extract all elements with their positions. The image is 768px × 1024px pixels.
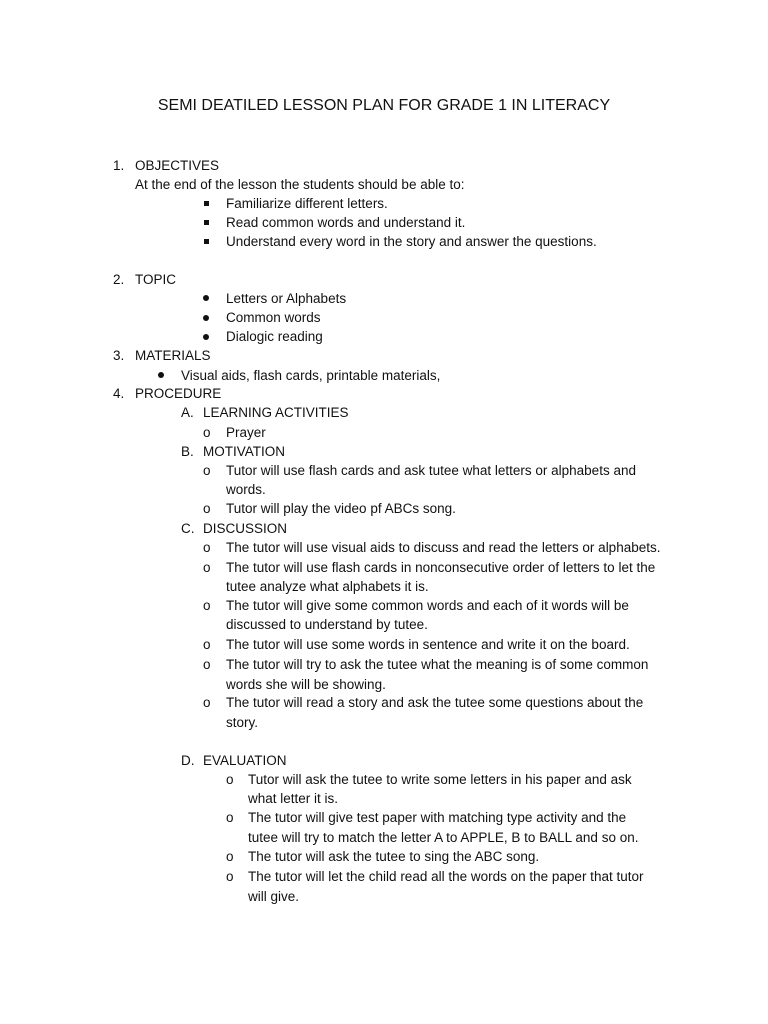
section-heading-objectives: OBJECTIVES xyxy=(135,158,220,173)
objective-item: Read common words and understand it. xyxy=(226,215,466,230)
subsection-heading-motivation: MOTIVATION xyxy=(203,444,285,459)
hollow-bullet-icon: o xyxy=(203,540,211,555)
hollow-bullet-icon: o xyxy=(203,560,211,575)
procedure-item: The tutor will ask the tutee to sing the ABC song. xyxy=(248,849,540,864)
procedure-item: Tutor will play the video pf ABCs song. xyxy=(226,501,456,516)
subsection-heading-learning-activities: LEARNING ACTIVITIES xyxy=(203,405,349,420)
procedure-item: Tutor will ask the tutee to write some letters in his paper and ask xyxy=(248,772,632,787)
page-title: SEMI DEATILED LESSON PLAN FOR GRADE 1 IN LITERACY xyxy=(157,97,611,114)
procedure-item: Tutor will use flash cards and ask tutee what letters or alphabets and xyxy=(226,463,636,478)
bullet-icon xyxy=(158,372,164,378)
bullet-icon xyxy=(203,295,209,301)
procedure-item: The tutor will use flash cards in nonconsecutive order of letters to let the xyxy=(226,560,656,575)
hollow-bullet-icon: o xyxy=(203,463,211,478)
square-bullet-icon xyxy=(204,201,209,206)
square-bullet-icon xyxy=(204,239,209,244)
topic-item: Letters or Alphabets xyxy=(226,291,347,306)
subsection-letter: D. xyxy=(181,753,195,768)
hollow-bullet-icon: o xyxy=(203,637,211,652)
procedure-item-continuation: tutee will try to match the letter A to APPLE, B to BALL and so on. xyxy=(248,830,639,845)
bullet-icon xyxy=(203,334,209,340)
procedure-item: The tutor will try to ask the tutee what the meaning is of some common xyxy=(226,657,649,672)
hollow-bullet-icon: o xyxy=(203,425,211,440)
objective-item: Understand every word in the story and answer the questions. xyxy=(226,234,597,249)
procedure-item: Prayer xyxy=(226,425,266,440)
hollow-bullet-icon: o xyxy=(226,772,234,787)
section-number: 3. xyxy=(113,348,125,363)
hollow-bullet-icon: o xyxy=(203,695,211,710)
section-heading-materials: MATERIALS xyxy=(135,348,211,363)
bullet-icon xyxy=(203,315,209,321)
hollow-bullet-icon: o xyxy=(203,501,211,516)
section-number: 4. xyxy=(113,386,125,401)
subsection-letter: C. xyxy=(181,521,195,536)
procedure-item-continuation: what letter it is. xyxy=(248,791,339,806)
procedure-item-continuation: words. xyxy=(226,482,266,497)
subsection-letter: B. xyxy=(181,444,194,459)
objective-item: Familiarize different letters. xyxy=(226,196,388,211)
procedure-item: The tutor will give some common words and each of it words will be xyxy=(226,598,629,613)
section-heading-topic: TOPIC xyxy=(135,272,177,287)
section-heading-procedure: PROCEDURE xyxy=(135,386,222,401)
procedure-item: The tutor will use visual aids to discuss and read the letters or alphabets. xyxy=(226,540,661,555)
subsection-letter: A. xyxy=(181,405,194,420)
hollow-bullet-icon: o xyxy=(203,598,211,613)
hollow-bullet-icon: o xyxy=(226,849,234,864)
procedure-item: The tutor will read a story and ask the tutee some questions about the xyxy=(226,695,644,710)
materials-item: Visual aids, flash cards, printable materials, xyxy=(181,368,441,383)
procedure-item-continuation: discussed to understand by tutee. xyxy=(226,617,428,632)
section-number: 2. xyxy=(113,272,125,287)
hollow-bullet-icon: o xyxy=(226,869,234,884)
hollow-bullet-icon: o xyxy=(203,657,211,672)
procedure-item-continuation: story. xyxy=(226,715,259,730)
section-number: 1. xyxy=(113,158,125,173)
procedure-item-continuation: words she will be showing. xyxy=(226,677,386,692)
procedure-item-continuation: will give. xyxy=(248,889,300,904)
procedure-item: The tutor will give test paper with matching type activity and the xyxy=(248,810,627,825)
topic-item: Dialogic reading xyxy=(226,329,323,344)
procedure-item-continuation: tutee analyze what alphabets it is. xyxy=(226,579,429,594)
topic-item: Common words xyxy=(226,310,321,325)
subsection-heading-evaluation: EVALUATION xyxy=(203,753,287,768)
subsection-heading-discussion: DISCUSSION xyxy=(203,521,288,536)
objectives-intro: At the end of the lesson the students should be able to: xyxy=(135,177,465,192)
square-bullet-icon xyxy=(204,220,209,225)
hollow-bullet-icon: o xyxy=(226,810,234,825)
procedure-item: The tutor will use some words in sentence and write it on the board. xyxy=(226,637,630,652)
procedure-item: The tutor will let the child read all the words on the paper that tutor xyxy=(248,869,644,884)
